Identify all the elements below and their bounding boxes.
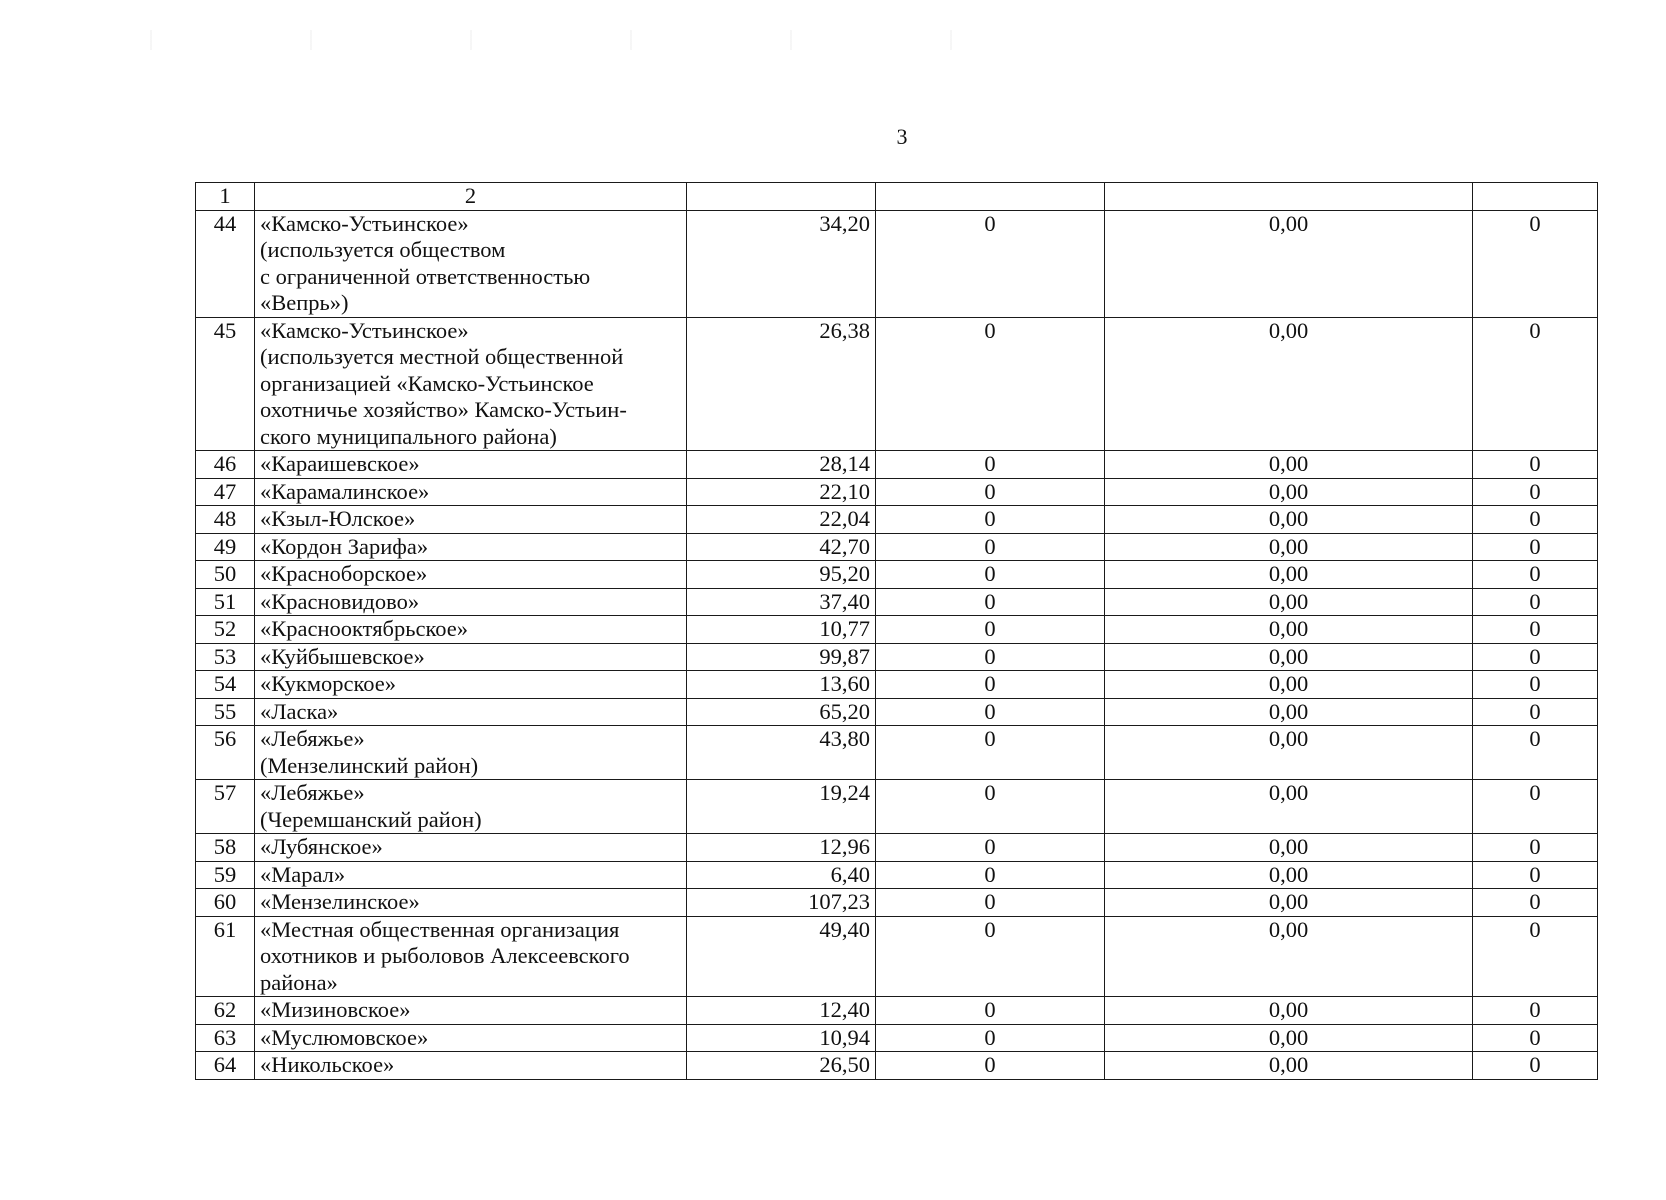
row-value2-cell: 0,00 <box>1105 1024 1473 1052</box>
row-value2-cell: 0,00 <box>1105 588 1473 616</box>
table-row <box>196 478 1598 506</box>
page-number: 3 <box>896 124 908 149</box>
row-value2-cell: 0,00 <box>1105 780 1473 834</box>
row-number-cell: 53 <box>196 643 255 671</box>
row-area-cell: 65,20 <box>687 698 876 726</box>
table-row <box>196 506 1598 534</box>
row-value1-cell: 0 <box>876 317 1105 451</box>
row-name-line: «Кзыл-Юлское» <box>260 506 416 531</box>
row-name-line: «Красноборское» <box>260 561 428 586</box>
row-number-cell: 60 <box>196 889 255 917</box>
row-number-cell: 54 <box>196 671 255 699</box>
row-value2-cell: 0,00 <box>1105 210 1473 317</box>
row-number-cell: 47 <box>196 478 255 506</box>
data-table <box>195 182 1598 1080</box>
row-name-cell <box>255 506 687 534</box>
table-row <box>196 1024 1598 1052</box>
row-number-cell: 55 <box>196 698 255 726</box>
row-name-line: ского муниципального района) <box>260 423 557 449</box>
row-area-cell: 26,38 <box>687 317 876 451</box>
row-number-cell: 46 <box>196 451 255 479</box>
row-name-cell <box>255 451 687 479</box>
row-value2-cell: 0,00 <box>1105 1052 1473 1080</box>
row-area-cell: 37,40 <box>687 588 876 616</box>
row-area-cell: 107,23 <box>687 889 876 917</box>
table-row <box>196 698 1598 726</box>
row-name-line: «Краснооктябрьское» <box>260 616 469 641</box>
row-value2-cell: 0,00 <box>1105 451 1473 479</box>
row-value3-cell: 0 <box>1473 889 1598 917</box>
row-number-cell: 52 <box>196 616 255 644</box>
row-value1-cell: 0 <box>876 561 1105 589</box>
row-name-line: «Лубянское» <box>260 834 383 859</box>
row-value2-cell: 0,00 <box>1105 506 1473 534</box>
table-row <box>196 997 1598 1025</box>
row-value2-cell: 0,00 <box>1105 616 1473 644</box>
row-value2-cell: 0,00 <box>1105 533 1473 561</box>
row-number-cell: 63 <box>196 1024 255 1052</box>
row-number-cell: 59 <box>196 861 255 889</box>
scan-noise <box>60 30 960 50</box>
row-value3-cell: 0 <box>1473 506 1598 534</box>
row-value1-cell: 0 <box>876 726 1105 780</box>
row-name-line: организацией «Камско-Устьинское <box>260 370 594 396</box>
row-number-cell: 49 <box>196 533 255 561</box>
row-name-line: охотников и рыболовов Алексеевского <box>260 943 630 968</box>
row-value1-cell: 0 <box>876 861 1105 889</box>
row-number-cell: 56 <box>196 726 255 780</box>
table-row <box>196 671 1598 699</box>
row-name-cell <box>255 780 687 834</box>
row-value1-cell: 0 <box>876 698 1105 726</box>
row-name-line: (Черемшанский район) <box>260 806 482 832</box>
table-row <box>196 561 1598 589</box>
table-row <box>196 210 1598 317</box>
row-name-line: «Карамалинское» <box>260 478 430 504</box>
table-row <box>196 317 1598 451</box>
row-name-line: «Вепрь») <box>260 290 349 315</box>
row-name-line: (Мензелинский район) <box>260 752 479 778</box>
row-value2-cell: 0,00 <box>1105 478 1473 506</box>
row-area-cell: 99,87 <box>687 643 876 671</box>
row-value1-cell: 0 <box>876 889 1105 917</box>
row-value2-cell: 0,00 <box>1105 317 1473 451</box>
row-value1-cell: 0 <box>876 997 1105 1025</box>
row-name-cell <box>255 698 687 726</box>
row-name-line: района» <box>260 969 338 995</box>
row-value1-cell: 0 <box>876 588 1105 616</box>
row-value1-cell: 0 <box>876 1024 1105 1052</box>
row-area-cell: 49,40 <box>687 916 876 997</box>
row-value1-cell: 0 <box>876 478 1105 506</box>
row-area-cell: 42,70 <box>687 533 876 561</box>
row-area-cell: 10,77 <box>687 616 876 644</box>
row-value2-cell: 0,00 <box>1105 643 1473 671</box>
row-number-cell: 50 <box>196 561 255 589</box>
row-value1-cell: 0 <box>876 643 1105 671</box>
row-value3-cell: 0 <box>1473 1052 1598 1080</box>
row-name-line: «Камско-Устьинское» <box>260 317 469 343</box>
row-name-line: «Красновидово» <box>260 588 420 614</box>
row-name-cell <box>255 1052 687 1080</box>
row-name-cell <box>255 889 687 917</box>
row-name-line: «Камско-Устьинское» <box>260 210 469 236</box>
table-header-row <box>196 183 1598 211</box>
row-name-line: (используется местной общественной <box>260 344 624 369</box>
row-value2-cell: 0,00 <box>1105 889 1473 917</box>
row-value1-cell: 0 <box>876 616 1105 644</box>
row-area-cell: 12,96 <box>687 834 876 862</box>
row-number-cell: 64 <box>196 1052 255 1080</box>
row-area-cell: 12,40 <box>687 997 876 1025</box>
row-name-cell <box>255 861 687 889</box>
row-value1-cell: 0 <box>876 1052 1105 1080</box>
row-value1-cell: 0 <box>876 780 1105 834</box>
row-name-line: «Ласка» <box>260 698 339 724</box>
row-value3-cell: 0 <box>1473 726 1598 780</box>
row-name-line: (используется обществом <box>260 237 506 262</box>
row-value2-cell: 0,00 <box>1105 861 1473 889</box>
header-cell-v3 <box>1473 183 1598 211</box>
row-name-cell <box>255 210 687 317</box>
row-value2-cell: 0,00 <box>1105 997 1473 1025</box>
table-row <box>196 451 1598 479</box>
row-value1-cell: 0 <box>876 671 1105 699</box>
row-number-cell: 48 <box>196 506 255 534</box>
row-value3-cell: 0 <box>1473 861 1598 889</box>
row-name-line: «Никольское» <box>260 1052 395 1077</box>
row-name-line: «Марал» <box>260 861 346 887</box>
row-value2-cell: 0,00 <box>1105 834 1473 862</box>
row-number-cell: 58 <box>196 834 255 862</box>
row-area-cell: 10,94 <box>687 1024 876 1052</box>
row-value2-cell: 0,00 <box>1105 726 1473 780</box>
row-value2-cell: 0,00 <box>1105 671 1473 699</box>
row-area-cell: 13,60 <box>687 671 876 699</box>
row-name-cell <box>255 671 687 699</box>
table-row <box>196 861 1598 889</box>
row-name-cell <box>255 588 687 616</box>
row-value3-cell: 0 <box>1473 834 1598 862</box>
row-area-cell: 19,24 <box>687 780 876 834</box>
row-name-line: охотничье хозяйство» Камско-Устьин- <box>260 397 627 422</box>
row-name-line: с ограниченной ответственностью <box>260 263 591 289</box>
row-value1-cell: 0 <box>876 451 1105 479</box>
row-value1-cell: 0 <box>876 916 1105 997</box>
row-name-line: «Куйбышевское» <box>260 643 425 669</box>
table-row <box>196 616 1598 644</box>
row-name-line: «Караишевское» <box>260 451 420 476</box>
table-row <box>196 916 1598 997</box>
row-number-cell: 45 <box>196 317 255 451</box>
table-row <box>196 1052 1598 1080</box>
row-name-cell <box>255 726 687 780</box>
row-value2-cell: 0,00 <box>1105 916 1473 997</box>
row-name-cell <box>255 561 687 589</box>
header-cell-v2 <box>1105 183 1473 211</box>
table-row <box>196 889 1598 917</box>
header-cell-v1 <box>876 183 1105 211</box>
row-value3-cell: 0 <box>1473 478 1598 506</box>
row-value3-cell: 0 <box>1473 780 1598 834</box>
row-number-cell: 61 <box>196 916 255 997</box>
row-name-line: «Кукморское» <box>260 671 397 696</box>
row-name-cell <box>255 533 687 561</box>
row-name-cell <box>255 643 687 671</box>
row-area-cell: 6,40 <box>687 861 876 889</box>
row-name-cell <box>255 916 687 997</box>
row-name-line: «Лебяжье» <box>260 780 365 805</box>
row-name-line: «Кордон Зарифа» <box>260 533 429 559</box>
row-value3-cell: 0 <box>1473 698 1598 726</box>
row-value3-cell: 0 <box>1473 643 1598 671</box>
row-value3-cell: 0 <box>1473 588 1598 616</box>
row-number-cell: 44 <box>196 210 255 317</box>
table-body <box>196 183 1598 1080</box>
row-name-line: «Мензелинское» <box>260 889 420 914</box>
row-name-cell <box>255 317 687 451</box>
row-value3-cell: 0 <box>1473 451 1598 479</box>
row-area-cell: 95,20 <box>687 561 876 589</box>
header-cell-area <box>687 183 876 211</box>
row-name-cell <box>255 616 687 644</box>
row-area-cell: 43,80 <box>687 726 876 780</box>
row-value3-cell: 0 <box>1473 916 1598 997</box>
row-value3-cell: 0 <box>1473 997 1598 1025</box>
row-value2-cell: 0,00 <box>1105 561 1473 589</box>
row-value3-cell: 0 <box>1473 561 1598 589</box>
row-name-line: «Местная общественная организация <box>260 916 620 942</box>
row-name-line: «Муслюмовское» <box>260 1024 429 1050</box>
row-area-cell: 22,04 <box>687 506 876 534</box>
table-row <box>196 780 1598 834</box>
header-cell-num: 1 <box>196 183 255 211</box>
row-name-line: «Мизиновское» <box>260 997 411 1022</box>
table-row <box>196 588 1598 616</box>
row-value3-cell: 0 <box>1473 616 1598 644</box>
row-value1-cell: 0 <box>876 533 1105 561</box>
header-cell-name: 2 <box>255 183 687 211</box>
row-name-cell <box>255 478 687 506</box>
row-value3-cell: 0 <box>1473 671 1598 699</box>
row-value3-cell: 0 <box>1473 317 1598 451</box>
row-name-line: «Лебяжье» <box>260 726 365 751</box>
table-row <box>196 726 1598 780</box>
row-value3-cell: 0 <box>1473 1024 1598 1052</box>
row-area-cell: 28,14 <box>687 451 876 479</box>
row-area-cell: 26,50 <box>687 1052 876 1080</box>
row-value1-cell: 0 <box>876 506 1105 534</box>
row-area-cell: 34,20 <box>687 210 876 317</box>
row-name-cell <box>255 1024 687 1052</box>
table-row <box>196 834 1598 862</box>
row-number-cell: 62 <box>196 997 255 1025</box>
row-number-cell: 57 <box>196 780 255 834</box>
row-value3-cell: 0 <box>1473 533 1598 561</box>
row-value1-cell: 0 <box>876 834 1105 862</box>
row-area-cell: 22,10 <box>687 478 876 506</box>
row-value2-cell: 0,00 <box>1105 698 1473 726</box>
row-number-cell: 51 <box>196 588 255 616</box>
table-row <box>196 643 1598 671</box>
row-name-cell <box>255 997 687 1025</box>
row-value3-cell: 0 <box>1473 210 1598 317</box>
table-row <box>196 533 1598 561</box>
row-value1-cell: 0 <box>876 210 1105 317</box>
row-name-cell <box>255 834 687 862</box>
